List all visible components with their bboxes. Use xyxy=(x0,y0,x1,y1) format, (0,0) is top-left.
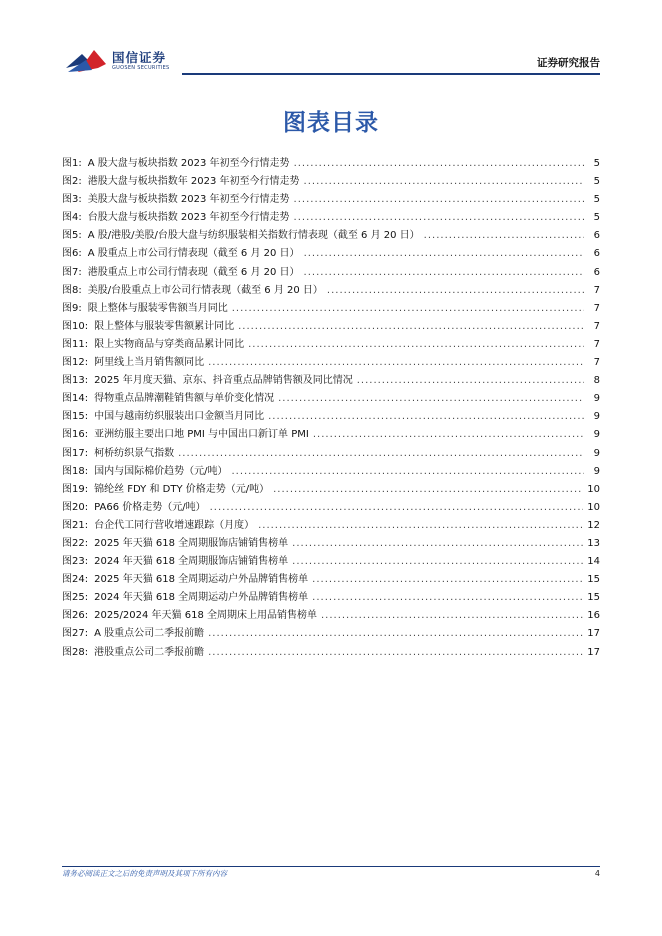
toc-page-number: 9 xyxy=(593,429,600,441)
table-of-figures xyxy=(62,155,600,662)
toc-dot-leader xyxy=(304,264,584,282)
toc-entry[interactable] xyxy=(62,191,600,209)
page-header xyxy=(0,0,662,80)
toc-dot-leader xyxy=(321,607,583,625)
toc-figure-label: 图21: xyxy=(62,519,89,531)
toc-page-number: 15 xyxy=(587,592,600,604)
toc-dot-leader xyxy=(312,589,583,607)
toc-entry[interactable] xyxy=(62,282,600,300)
toc-entry[interactable] xyxy=(62,499,600,517)
toc-figure-title: 阿里线上当月销售额同比 xyxy=(94,357,205,369)
toc-dot-leader xyxy=(238,318,584,336)
toc-page-number: 15 xyxy=(587,574,600,586)
toc-figure-label: 图12: xyxy=(62,357,89,369)
toc-dot-leader xyxy=(210,499,584,517)
toc-page-number: 7 xyxy=(593,302,600,314)
toc-entry[interactable] xyxy=(62,318,600,336)
toc-entry[interactable] xyxy=(62,300,600,318)
toc-page-number: 14 xyxy=(587,556,600,568)
toc-figure-title: A 股/港股/美股/台股大盘与纺织服装相关指数行情表现（截至 6 月 20 日） xyxy=(87,230,420,242)
toc-entry[interactable] xyxy=(62,553,600,571)
toc-page-number: 10 xyxy=(587,483,600,495)
toc-entry[interactable] xyxy=(62,264,600,282)
toc-figure-label: 图14: xyxy=(62,393,89,405)
toc-figure-title: 国内与国际棉价趋势（元/吨） xyxy=(94,465,228,477)
toc-figure-label: 图4: xyxy=(62,212,82,224)
toc-page-number: 5 xyxy=(593,212,600,224)
toc-dot-leader xyxy=(294,155,584,173)
toc-figure-label: 图6: xyxy=(62,248,82,260)
toc-page-number: 17 xyxy=(587,628,600,640)
toc-figure-label: 图18: xyxy=(62,465,89,477)
toc-figure-label: 图27: xyxy=(62,628,89,640)
toc-dot-leader xyxy=(278,390,584,408)
report-type-label: 证券研究报告 xyxy=(537,57,600,69)
toc-dot-leader xyxy=(294,209,584,227)
toc-entry[interactable] xyxy=(62,245,600,263)
toc-page-number: 5 xyxy=(593,176,600,188)
toc-entry[interactable] xyxy=(62,390,600,408)
toc-figure-label: 图22: xyxy=(62,537,89,549)
toc-dot-leader xyxy=(208,625,583,643)
toc-figure-label: 图15: xyxy=(62,411,89,423)
toc-page-number: 13 xyxy=(587,537,600,549)
toc-figure-title: 2025 年月度天猫、京东、抖音重点品牌销售额及同比情况 xyxy=(94,375,353,387)
toc-dot-leader xyxy=(248,336,584,354)
toc-page-number: 6 xyxy=(593,230,600,242)
toc-entry[interactable] xyxy=(62,354,600,372)
toc-entry[interactable] xyxy=(62,426,600,444)
toc-figure-title: 港股重点上市公司行情表现（截至 6 月 20 日） xyxy=(87,266,300,278)
page-title: 图表目录 xyxy=(283,110,379,136)
toc-figure-label: 图9: xyxy=(62,302,82,314)
toc-entry[interactable] xyxy=(62,625,600,643)
toc-entry[interactable] xyxy=(62,589,600,607)
toc-figure-title: PA66 价格走势（元/吨） xyxy=(94,501,206,513)
toc-figure-title: 中国与越南纺织服装出口金额当月同比 xyxy=(94,411,265,423)
toc-page-number: 5 xyxy=(593,194,600,206)
toc-page-number: 7 xyxy=(593,357,600,369)
toc-dot-leader xyxy=(313,426,584,444)
toc-figure-title: 美股大盘与板块指数 2023 年初至今行情走势 xyxy=(87,194,290,206)
toc-entry[interactable] xyxy=(62,607,600,625)
logo-text-en: GUOSEN SECURITIES xyxy=(112,65,170,71)
toc-figure-label: 图7: xyxy=(62,266,82,278)
toc-entry[interactable] xyxy=(62,173,600,191)
toc-entry[interactable] xyxy=(62,155,600,173)
toc-figure-label: 图3: xyxy=(62,194,82,206)
toc-figure-label: 图11: xyxy=(62,338,89,350)
toc-dot-leader xyxy=(268,408,584,426)
footer-disclaimer: 请务必阅读正文之后的免责声明及其项下所有内容 xyxy=(62,869,227,878)
toc-figure-label: 图16: xyxy=(62,429,89,441)
toc-dot-leader xyxy=(327,282,584,300)
toc-page-number: 10 xyxy=(587,501,600,513)
toc-figure-title: 港股大盘与板块指数年 2023 年初至今行情走势 xyxy=(87,176,300,188)
toc-figure-title: 台企代工同行营收增速跟踪（月度） xyxy=(94,519,255,531)
toc-figure-title: A 股大盘与板块指数 2023 年初至今行情走势 xyxy=(87,158,290,169)
toc-figure-title: 2025 年天猫 618 全周期运动户外品牌销售榜单 xyxy=(94,574,309,586)
toc-dot-leader xyxy=(304,245,584,263)
toc-figure-title: 得物重点品牌潮鞋销售额与单价变化情况 xyxy=(94,393,275,405)
logo-text-cn: 国信证券 xyxy=(112,50,167,65)
toc-figure-label: 图10: xyxy=(62,320,89,332)
company-logo xyxy=(64,44,204,76)
toc-figure-label: 图8: xyxy=(62,284,82,296)
toc-figure-title: 港股重点公司二季报前瞻 xyxy=(94,646,205,658)
toc-figure-label: 图17: xyxy=(62,447,89,459)
toc-figure-label: 图23: xyxy=(62,556,89,568)
toc-figure-title: 美股/台股重点上市公司行情表现（截至 6 月 20 日） xyxy=(87,284,323,296)
toc-dot-leader xyxy=(357,372,584,390)
toc-entry[interactable] xyxy=(62,644,600,662)
toc-dot-leader xyxy=(178,445,584,463)
toc-page-number: 16 xyxy=(587,610,600,622)
toc-figure-title: 柯桥纺织景气指数 xyxy=(94,447,175,459)
toc-page-number: 12 xyxy=(587,519,600,531)
toc-figure-label: 图1: xyxy=(62,158,82,169)
toc-dot-leader xyxy=(273,481,583,499)
toc-entry[interactable] xyxy=(62,481,600,499)
toc-dot-leader xyxy=(208,354,584,372)
toc-page-number: 9 xyxy=(593,465,600,477)
toc-figure-title: 2025 年天猫 618 全周期服饰店铺销售榜单 xyxy=(94,537,289,549)
toc-figure-label: 图25: xyxy=(62,592,89,604)
toc-figure-label: 图20: xyxy=(62,501,89,513)
footer-divider xyxy=(62,866,600,867)
toc-page-number: 7 xyxy=(593,320,600,332)
toc-dot-leader xyxy=(294,191,584,209)
toc-entry[interactable] xyxy=(62,445,600,463)
toc-entry[interactable] xyxy=(62,408,600,426)
logo-mark-icon xyxy=(64,44,108,76)
toc-figure-title: 限上整体与服装零售额累计同比 xyxy=(94,320,235,332)
toc-page-number: 9 xyxy=(593,411,600,423)
toc-dot-leader xyxy=(231,463,584,481)
toc-dot-leader xyxy=(312,571,583,589)
toc-dot-leader xyxy=(292,553,583,571)
toc-figure-title: 2024 年天猫 618 全周期服饰店铺销售榜单 xyxy=(94,556,289,568)
toc-figure-title: A 股重点公司二季报前瞻 xyxy=(94,628,205,640)
toc-entry[interactable] xyxy=(62,571,600,589)
toc-page-number: 17 xyxy=(587,646,600,658)
toc-page-number: 9 xyxy=(593,447,600,459)
toc-page-number: 6 xyxy=(593,266,600,278)
toc-figure-title: A 股重点上市公司行情表现（截至 6 月 20 日） xyxy=(87,248,300,260)
toc-figure-title: 亚洲纺服主要出口地 PMI 与中国出口新订单 PMI xyxy=(94,429,309,441)
toc-entry[interactable] xyxy=(62,535,600,553)
toc-figure-title: 锦纶丝 FDY 和 DTY 价格走势（元/吨） xyxy=(94,483,270,495)
toc-page-number: 5 xyxy=(593,158,600,169)
toc-entry[interactable] xyxy=(62,336,600,354)
toc-entry[interactable] xyxy=(62,227,600,245)
toc-figure-label: 图13: xyxy=(62,375,89,387)
toc-figure-title: 限上实物商品与穿类商品累计同比 xyxy=(94,338,245,350)
toc-figure-label: 图2: xyxy=(62,176,82,188)
toc-dot-leader xyxy=(232,300,584,318)
header-divider xyxy=(182,73,600,75)
toc-dot-leader xyxy=(258,517,583,535)
toc-entry[interactable] xyxy=(62,517,600,535)
page-number: 4 xyxy=(594,869,600,878)
toc-page-number: 9 xyxy=(593,393,600,405)
toc-dot-leader xyxy=(424,227,584,245)
toc-dot-leader xyxy=(208,644,583,662)
toc-figure-title: 2024 年天猫 618 全周期运动户外品牌销售榜单 xyxy=(94,592,309,604)
toc-entry[interactable] xyxy=(62,209,600,227)
toc-figure-label: 图24: xyxy=(62,574,89,586)
toc-page-number: 8 xyxy=(593,375,600,387)
toc-figure-title: 2025/2024 年天猫 618 全周期床上用品销售榜单 xyxy=(94,610,317,622)
toc-figure-label: 图26: xyxy=(62,610,89,622)
toc-figure-title: 台股大盘与板块指数 2023 年初至今行情走势 xyxy=(87,212,290,224)
toc-figure-label: 图19: xyxy=(62,483,89,495)
toc-dot-leader xyxy=(304,173,584,191)
toc-page-number: 6 xyxy=(593,248,600,260)
toc-entry[interactable] xyxy=(62,372,600,390)
toc-dot-leader xyxy=(292,535,583,553)
toc-entry[interactable] xyxy=(62,463,600,481)
toc-figure-title: 限上整体与服装零售额当月同比 xyxy=(87,302,228,314)
toc-figure-label: 图5: xyxy=(62,230,82,242)
toc-page-number: 7 xyxy=(593,338,600,350)
toc-figure-label: 图28: xyxy=(62,646,89,658)
toc-page-number: 7 xyxy=(593,284,600,296)
